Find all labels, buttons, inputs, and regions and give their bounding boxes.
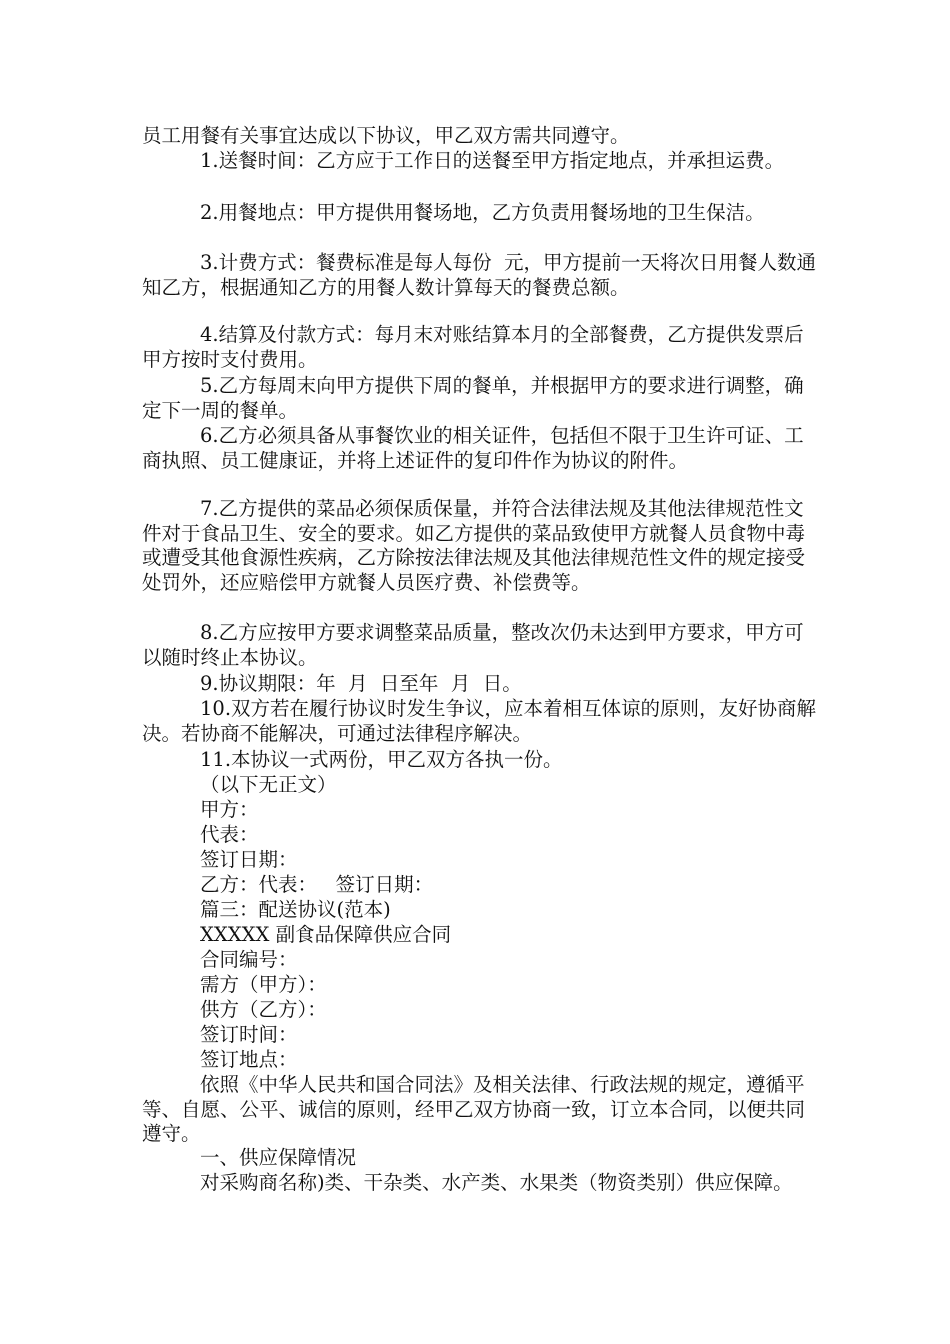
party-a-line: 甲方： <box>200 798 259 821</box>
contract-title: XXXXX 副食品保障供应合同 <box>200 923 452 946</box>
supplier-line: 供方（乙方）： <box>200 998 327 1021</box>
sign-time-line: 签订时间： <box>200 1023 298 1046</box>
clause-9: 9.协议期限：年 月 日至年 月 日。 <box>200 672 522 695</box>
supply-paragraph: 对采购商名称)类、干杂类、水产类、水果类（物资类别）供应保障。 <box>200 1171 793 1194</box>
sign-place-line: 签订地点： <box>200 1048 298 1071</box>
heading-supply-guarantee: 一、供应保障情况 <box>200 1146 357 1169</box>
no-text-below: （以下无正文） <box>200 773 337 796</box>
party-b-line: 乙方：代表： 签订日期： <box>200 873 434 896</box>
clause-8: 8.乙方应按甲方要求调整菜品质量，整改次仍未达到甲方要求，甲方可以随时终止本协议。 <box>142 621 804 669</box>
preamble-paragraph: 依照《中华人民共和国合同法》及相关法律、行政法规的规定，遵循平等、自愿、公平、诚信的原则，经甲乙双方协商一致，订立本合同，以便共同遵守。 <box>142 1073 806 1145</box>
clause-6: 6.乙方必须具备从事餐饮业的相关证件，包括但不限于卫生许可证、工商执照、员工健康证，并将上述证件的复印件作为协议的附件。 <box>142 424 804 472</box>
representative-line: 代表： <box>200 823 259 846</box>
section-title: 篇三：配送协议(范本) <box>200 898 391 921</box>
clause-7: 7.乙方提供的菜品必须保质保量，并符合法律法规及其他法律规范性文件对于食品卫生、安全的要求。如乙方提供的菜品致使甲方就餐人员食物中毒或遭受其他食源性疾病，乙方除按法律法规及其他法律规范性文件的规定接受处罚外，还应赔偿甲方就餐人员医疗费、补偿费等。 <box>142 497 806 594</box>
buyer-line: 需方（甲方）： <box>200 973 327 996</box>
clause-10: 10.双方若在履行协议时发生争议，应本着相互体谅的原则，友好协商解决。若协商不能解决，可通过法律程序解决。 <box>142 697 817 745</box>
contract-number-line: 合同编号： <box>200 948 298 971</box>
clause-4: 4.结算及付款方式：每月末对账结算本月的全部餐费，乙方提供发票后甲方按时支付费用。 <box>142 323 804 371</box>
clause-2: 2.用餐地点：甲方提供用餐场地，乙方负责用餐场地的卫生保洁。 <box>200 201 765 224</box>
sign-date-line: 签订日期： <box>200 848 298 871</box>
clause-3: 3.计费方式：餐费标准是每人每份 元，甲方提前一天将次日用餐人数通知乙方，根据通知乙方的用餐人数计算每天的餐费总额。 <box>142 251 817 299</box>
clause-1: 1.送餐时间：乙方应于工作日的送餐至甲方指定地点，并承担运费。 <box>200 149 785 172</box>
clause-11: 11.本协议一式两份，甲乙双方各执一份。 <box>200 748 563 771</box>
clause-5: 5.乙方每周末向甲方提供下周的餐单，并根据甲方的要求进行调整，确定下一周的餐单。 <box>142 374 804 422</box>
intro-paragraph: 员工用餐有关事宜达成以下协议，甲乙双方需共同遵守。 <box>142 124 630 147</box>
